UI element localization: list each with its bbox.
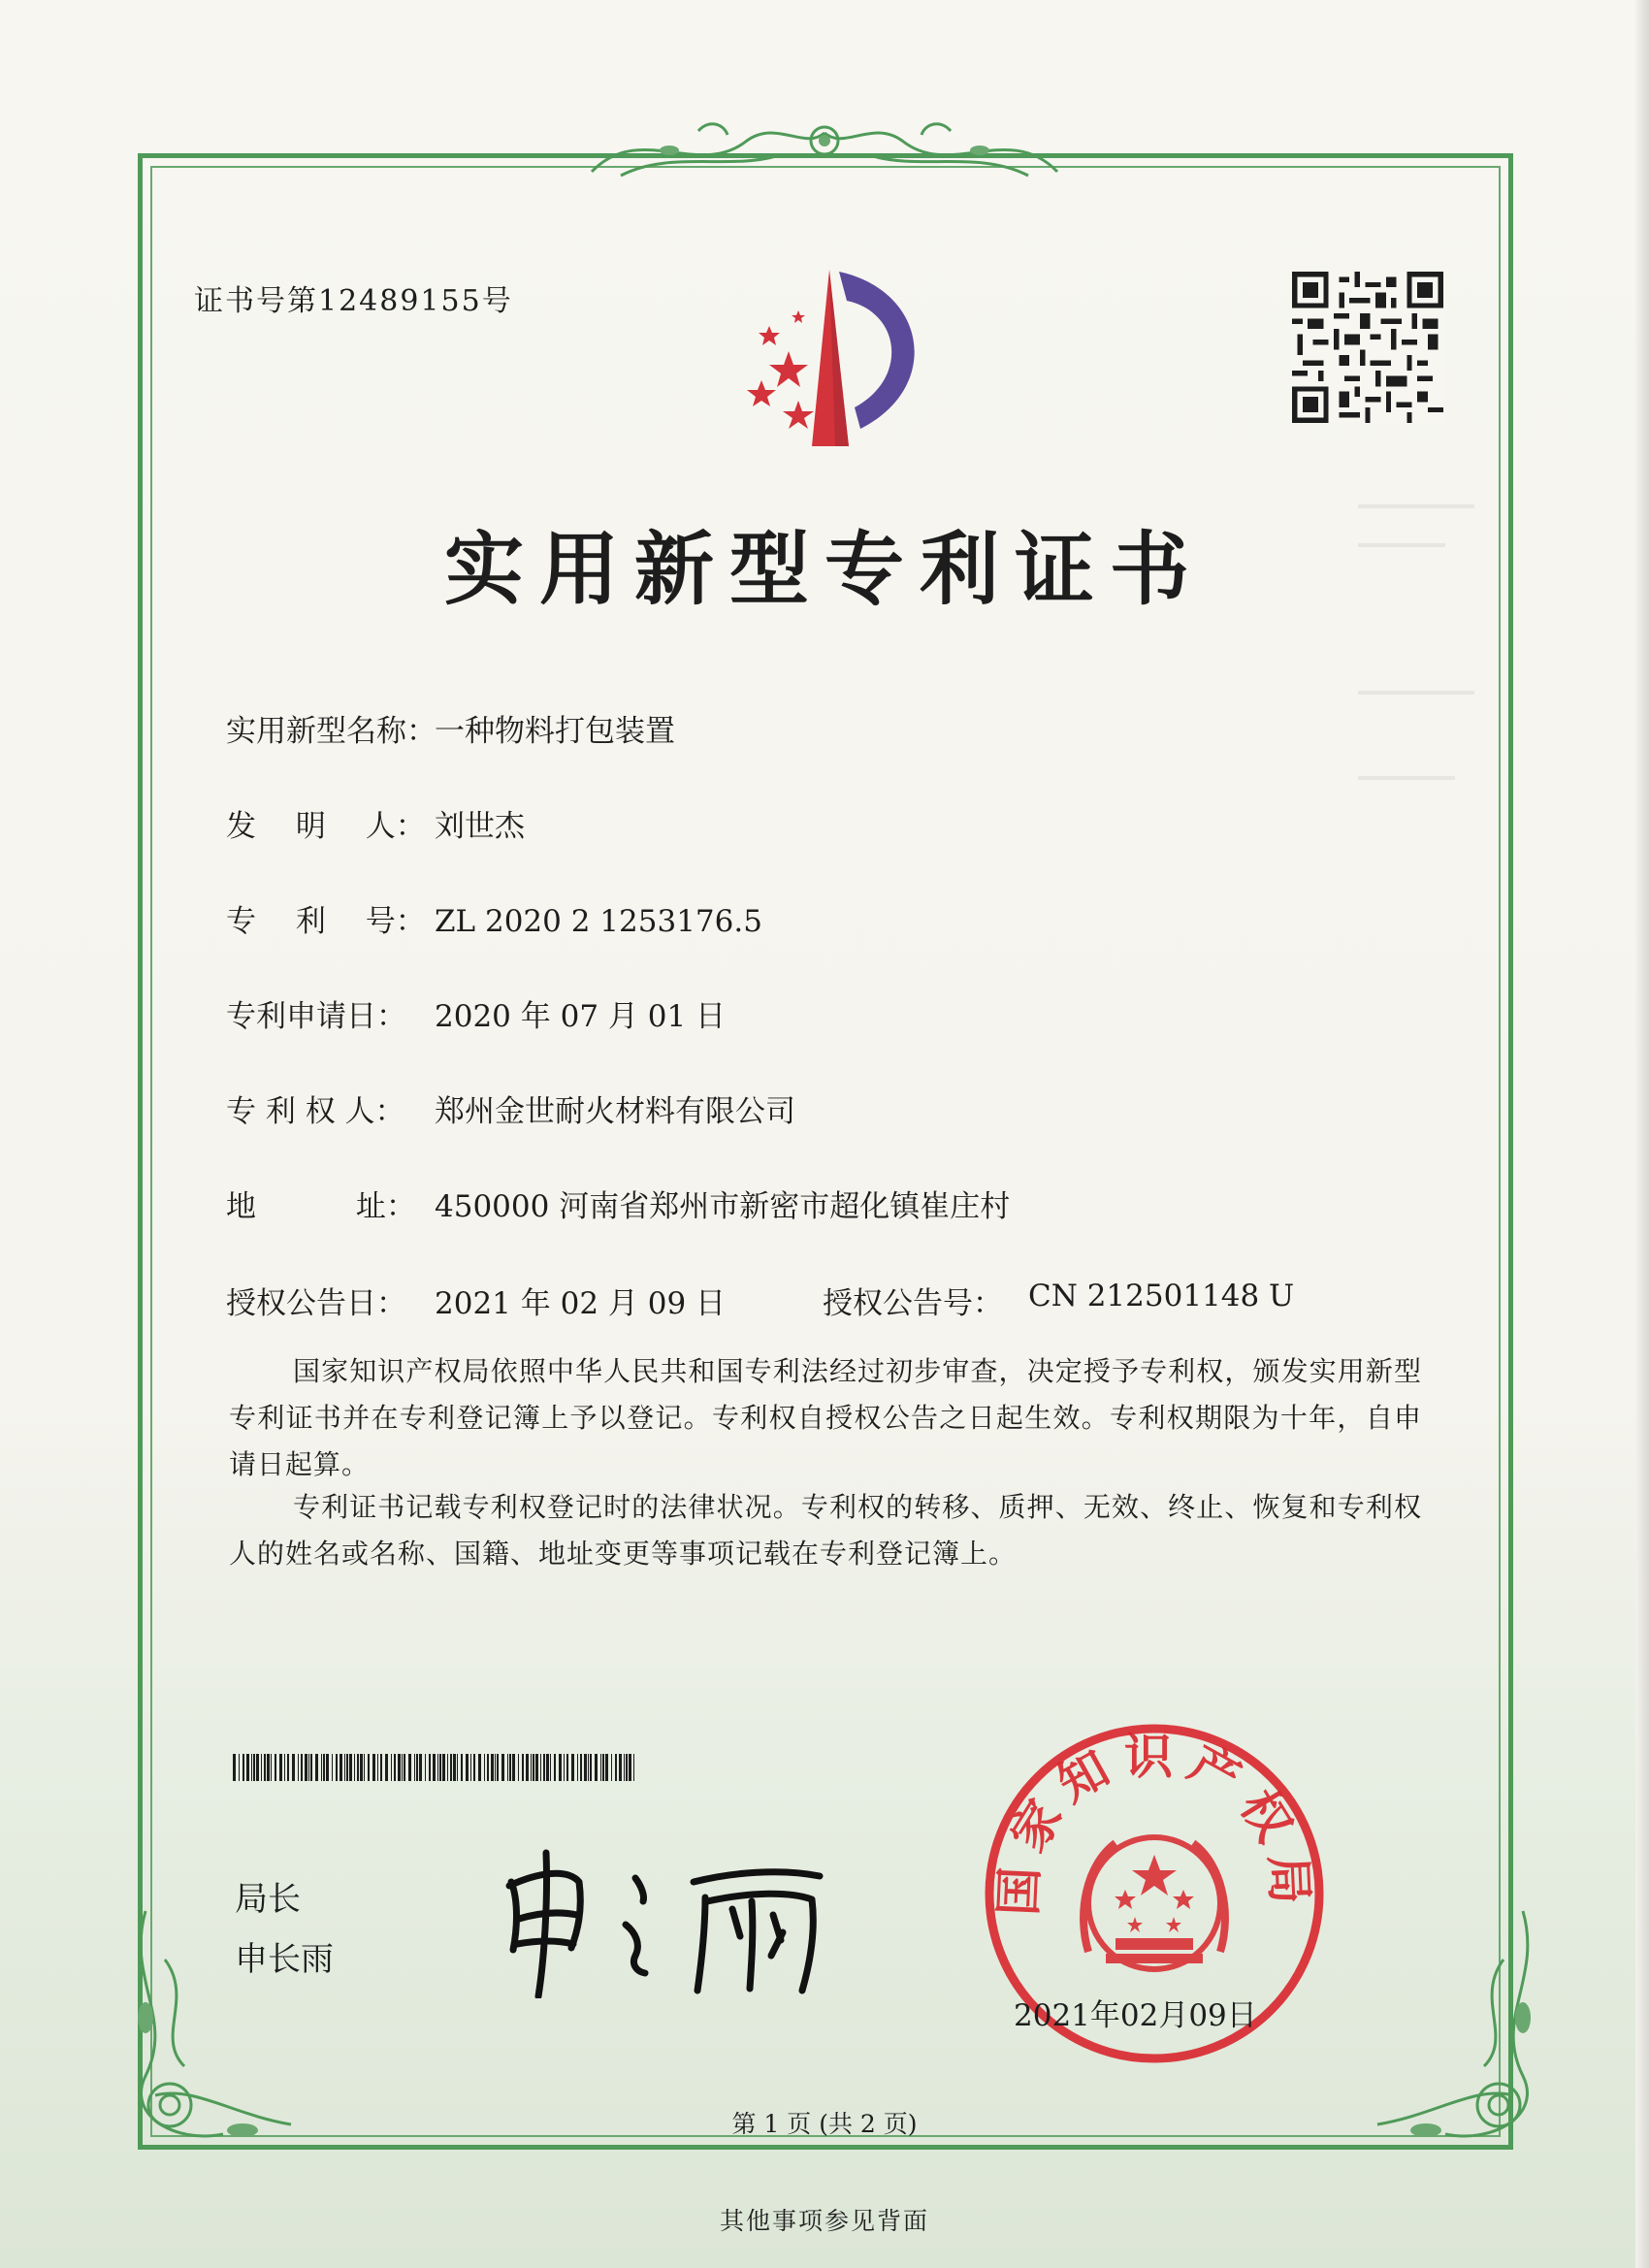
director-signature bbox=[490, 1843, 839, 1998]
field-value: 2021 年 02 月 09 日 bbox=[435, 1286, 727, 1321]
seal-date: 2021年02月09日 bbox=[1014, 1998, 1257, 2033]
patentee-field bbox=[226, 1086, 795, 1130]
inventor-field bbox=[226, 801, 525, 845]
utility-model-name-field bbox=[226, 706, 675, 750]
director-name: 申长雨 bbox=[235, 1940, 334, 1979]
field-value: 刘世杰 bbox=[435, 809, 525, 844]
footer-note: 其他事项参见背面 bbox=[719, 2207, 929, 2235]
field-label: 地 址： bbox=[226, 1189, 416, 1224]
show-through-mark bbox=[1358, 691, 1474, 695]
field-value: CN 212501148 U bbox=[1028, 1279, 1295, 1313]
page-indicator: 第 1 页 (共 2 页) bbox=[731, 2110, 918, 2138]
field-label: 授权公告日： bbox=[226, 1286, 406, 1321]
field-value: 一种物料打包装置 bbox=[435, 714, 675, 749]
field-label: 授权公告号： bbox=[823, 1286, 1003, 1321]
show-through-mark bbox=[1358, 776, 1455, 780]
qr-code bbox=[1292, 272, 1443, 423]
statement-paragraph: 专利证书记载专利权登记时的法律状况。专利权的转移、质押、无效、终止、恢复和专利权人的姓名或名称、国籍、地址变更等事项记载在专利登记簿上。 bbox=[229, 1491, 1422, 1570]
field-label: 专 利 权 人： bbox=[226, 1094, 405, 1129]
barcode bbox=[233, 1754, 640, 1781]
field-label: 专 利 号： bbox=[226, 904, 426, 939]
top-ornament bbox=[582, 112, 1067, 189]
director-title: 局长 bbox=[235, 1880, 301, 1919]
show-through-mark bbox=[1358, 543, 1445, 547]
page-edge-shadow bbox=[1635, 0, 1649, 2268]
field-value: 450000 河南省郑州市新密市超化镇崔庄村 bbox=[435, 1189, 1011, 1224]
certificate-number: 证书号第12489155号 bbox=[194, 284, 513, 318]
address-field bbox=[226, 1182, 1010, 1225]
certificate-title: 实用新型专利证书 bbox=[443, 524, 1205, 616]
statement-paragraph: 国家知识产权局依照中华人民共和国专利法经过初步审查，决定授予专利权，颁发实用新型专利证书并在专利登记簿上予以登记。专利权自授权公告之日起生效。专利权期限为十年，自申请日起算。 bbox=[229, 1355, 1422, 1480]
field-label: 实用新型名称： bbox=[226, 714, 436, 749]
grant-publication-number-field bbox=[823, 1279, 1294, 1322]
field-value: 郑州金世耐火材料有限公司 bbox=[435, 1094, 795, 1129]
grant-date-field bbox=[226, 1279, 726, 1322]
filing-date-field bbox=[226, 991, 726, 1035]
field-label: 专利申请日： bbox=[226, 999, 406, 1034]
cnipa-logo-icon bbox=[703, 262, 955, 456]
field-label: 发 明 人： bbox=[226, 809, 426, 844]
field-value: ZL 2020 2 1253176.5 bbox=[435, 904, 762, 939]
patent-number-field bbox=[226, 896, 762, 940]
show-through-mark bbox=[1358, 504, 1474, 508]
field-value: 2020 年 07 月 01 日 bbox=[435, 999, 727, 1034]
svg-text:国家知识产权局: 国家知识产权局 bbox=[989, 1729, 1319, 1918]
